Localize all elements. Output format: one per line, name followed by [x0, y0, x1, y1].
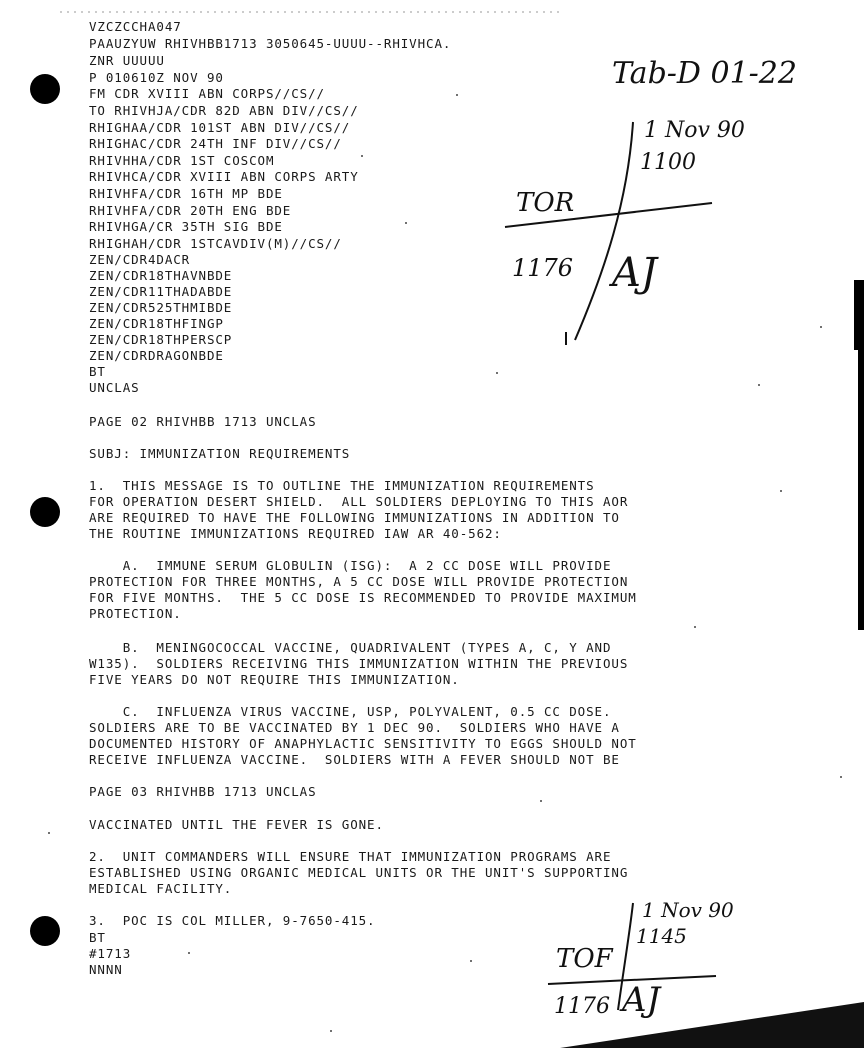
paragraph-c-line: SOLDIERS ARE TO BE VACCINATED BY 1 DEC 90. SOLDIERS WHO HAVE A [89, 720, 620, 735]
header-line: RHIVHHA/CDR 1ST COSCOM [89, 153, 275, 168]
pen-stroke [575, 122, 633, 340]
pen-stroke [548, 976, 716, 984]
paragraph-c-line: DOCUMENTED HISTORY OF ANAPHYLACTIC SENSITIVITY TO EGGS SHOULD NOT [89, 736, 637, 751]
paragraph-b-line: W135). SOLDIERS RECEIVING THIS IMMUNIZATION WITHIN THE PREVIOUS [89, 656, 629, 671]
handwritten-date-bottom: 1 Nov 90 [642, 898, 734, 922]
subject-line: SUBJ: IMMUNIZATION REQUIREMENTS [89, 446, 351, 461]
speck [48, 832, 50, 834]
footer-line: NNNN [89, 962, 123, 977]
header-line: RHIGHAH/CDR 1STCAVDIV(M)//CS// [89, 236, 342, 251]
header-line: TO RHIVHJA/CDR 82D ABN DIV//CS// [89, 103, 359, 118]
page-header: PAGE 03 RHIVHBB 1713 UNCLAS [89, 784, 317, 799]
paragraph-2-line: MEDICAL FACILITY. [89, 881, 233, 896]
speck [758, 384, 760, 386]
header-line: ZEN/CDR11THADABDE [89, 284, 233, 299]
pen-stroke [618, 903, 633, 1010]
handwritten-time-bottom: 1145 [636, 924, 687, 948]
header-line: VZCZCCHA047 [89, 19, 182, 34]
handwritten-initials-top: AJ [612, 250, 657, 296]
paragraph-a-line: A. IMMUNE SERUM GLOBULIN (ISG): A 2 CC DOSE WILL PROVIDE [89, 558, 612, 573]
paragraph-2-line: ESTABLISHED USING ORGANIC MEDICAL UNITS OR THE UNIT'S SUPPORTING [89, 865, 629, 880]
header-line: P 010610Z NOV 90 [89, 70, 224, 85]
handwritten-date-top: 1 Nov 90 [644, 118, 745, 143]
speck [840, 776, 842, 778]
handwritten-number-top: 1176 [512, 254, 574, 282]
page-header: PAGE 02 RHIVHBB 1713 UNCLAS [89, 414, 317, 429]
header-line: ZEN/CDR18THAVNBDE [89, 268, 233, 283]
handwritten-tor: TOR [516, 188, 575, 218]
handwritten-number-bottom: 1176 [554, 994, 610, 1019]
paragraph-1-line: ARE REQUIRED TO HAVE THE FOLLOWING IMMUNIZATIONS IN ADDITION TO [89, 510, 620, 525]
handwritten-time-top: 1100 [640, 150, 696, 175]
header-line: PAAUZYUW RHIVHBB1713 3050645-UUUU--RHIVHCA. [89, 36, 452, 51]
header-line: ZEN/CDR525THMIBDE [89, 300, 233, 315]
paragraph-b-line: B. MENINGOCOCCAL VACCINE, QUADRIVALENT (TYPES A, C, Y AND [89, 640, 612, 655]
header-line: ZNR UUUUU [89, 53, 165, 68]
header-line: RHIVHCA/CDR XVIII ABN CORPS ARTY [89, 169, 359, 184]
header-line: FM CDR XVIII ABN CORPS//CS// [89, 86, 325, 101]
tab-annotation: Tab-D 01-22 [612, 56, 797, 91]
header-line: BT [89, 364, 106, 379]
paragraph-c-line: C. INFLUENZA VIRUS VACCINE, USP, POLYVALENT, 0.5 CC DOSE. [89, 704, 612, 719]
header-line: RHIVHGA/CR 35TH SIG BDE [89, 219, 283, 234]
paragraph-3-line: 3. POC IS COL MILLER, 9-7650-415. [89, 913, 376, 928]
paragraph-b-line: FIVE YEARS DO NOT REQUIRE THIS IMMUNIZATION. [89, 672, 460, 687]
pen-stroke [505, 203, 712, 227]
speck [694, 626, 696, 628]
header-line: RHIVHFA/CDR 20TH ENG BDE [89, 203, 292, 218]
header-line: ZEN/CDR18THFINGP [89, 316, 224, 331]
paragraph-c-continuation: VACCINATED UNTIL THE FEVER IS GONE. [89, 817, 384, 832]
speck [496, 372, 498, 374]
paragraph-2-line: 2. UNIT COMMANDERS WILL ENSURE THAT IMMUNIZATION PROGRAMS ARE [89, 849, 612, 864]
speck [361, 155, 363, 157]
speck [188, 952, 190, 954]
footer-line: #1713 [89, 946, 132, 961]
page-shadow-wedge [560, 1002, 864, 1048]
speck [820, 326, 822, 328]
header-line: ZEN/CDR4DACR [89, 252, 191, 267]
speck [405, 222, 407, 224]
footer-line: BT [89, 930, 106, 945]
speck [540, 800, 542, 802]
handwritten-initials-bottom: AJ [622, 980, 661, 1020]
header-line: RHIGHAC/CDR 24TH INF DIV//CS// [89, 136, 342, 151]
handwritten-tof: TOF [556, 944, 613, 974]
paragraph-a-line: PROTECTION. [89, 606, 182, 621]
paragraph-1-line: FOR OPERATION DESERT SHIELD. ALL SOLDIERS DEPLOYING TO THIS AOR [89, 494, 629, 509]
speck [470, 960, 472, 962]
speck [330, 1030, 332, 1032]
paragraph-a-line: PROTECTION FOR THREE MONTHS, A 5 CC DOSE WILL PROVIDE PROTECTION [89, 574, 629, 589]
header-line: ZEN/CDR18THPERSCP [89, 332, 233, 347]
paragraph-c-line: RECEIVE INFLUENZA VACCINE. SOLDIERS WITH A FEVER SHOULD NOT BE [89, 752, 620, 767]
header-line: UNCLAS [89, 380, 140, 395]
speck [780, 490, 782, 492]
header-line: RHIVHFA/CDR 16TH MP BDE [89, 186, 283, 201]
speck [456, 94, 458, 96]
header-line: RHIGHAA/CDR 101ST ABN DIV//CS// [89, 120, 351, 135]
header-line: ZEN/CDRDRAGONBDE [89, 348, 224, 363]
paragraph-a-line: FOR FIVE MONTHS. THE 5 CC DOSE IS RECOMMENDED TO PROVIDE MAXIMUM [89, 590, 637, 605]
paragraph-1-line: THE ROUTINE IMMUNIZATIONS REQUIRED IAW AR 40-562: [89, 526, 502, 541]
paragraph-1-line: 1. THIS MESSAGE IS TO OUTLINE THE IMMUNIZATION REQUIREMENTS [89, 478, 595, 493]
